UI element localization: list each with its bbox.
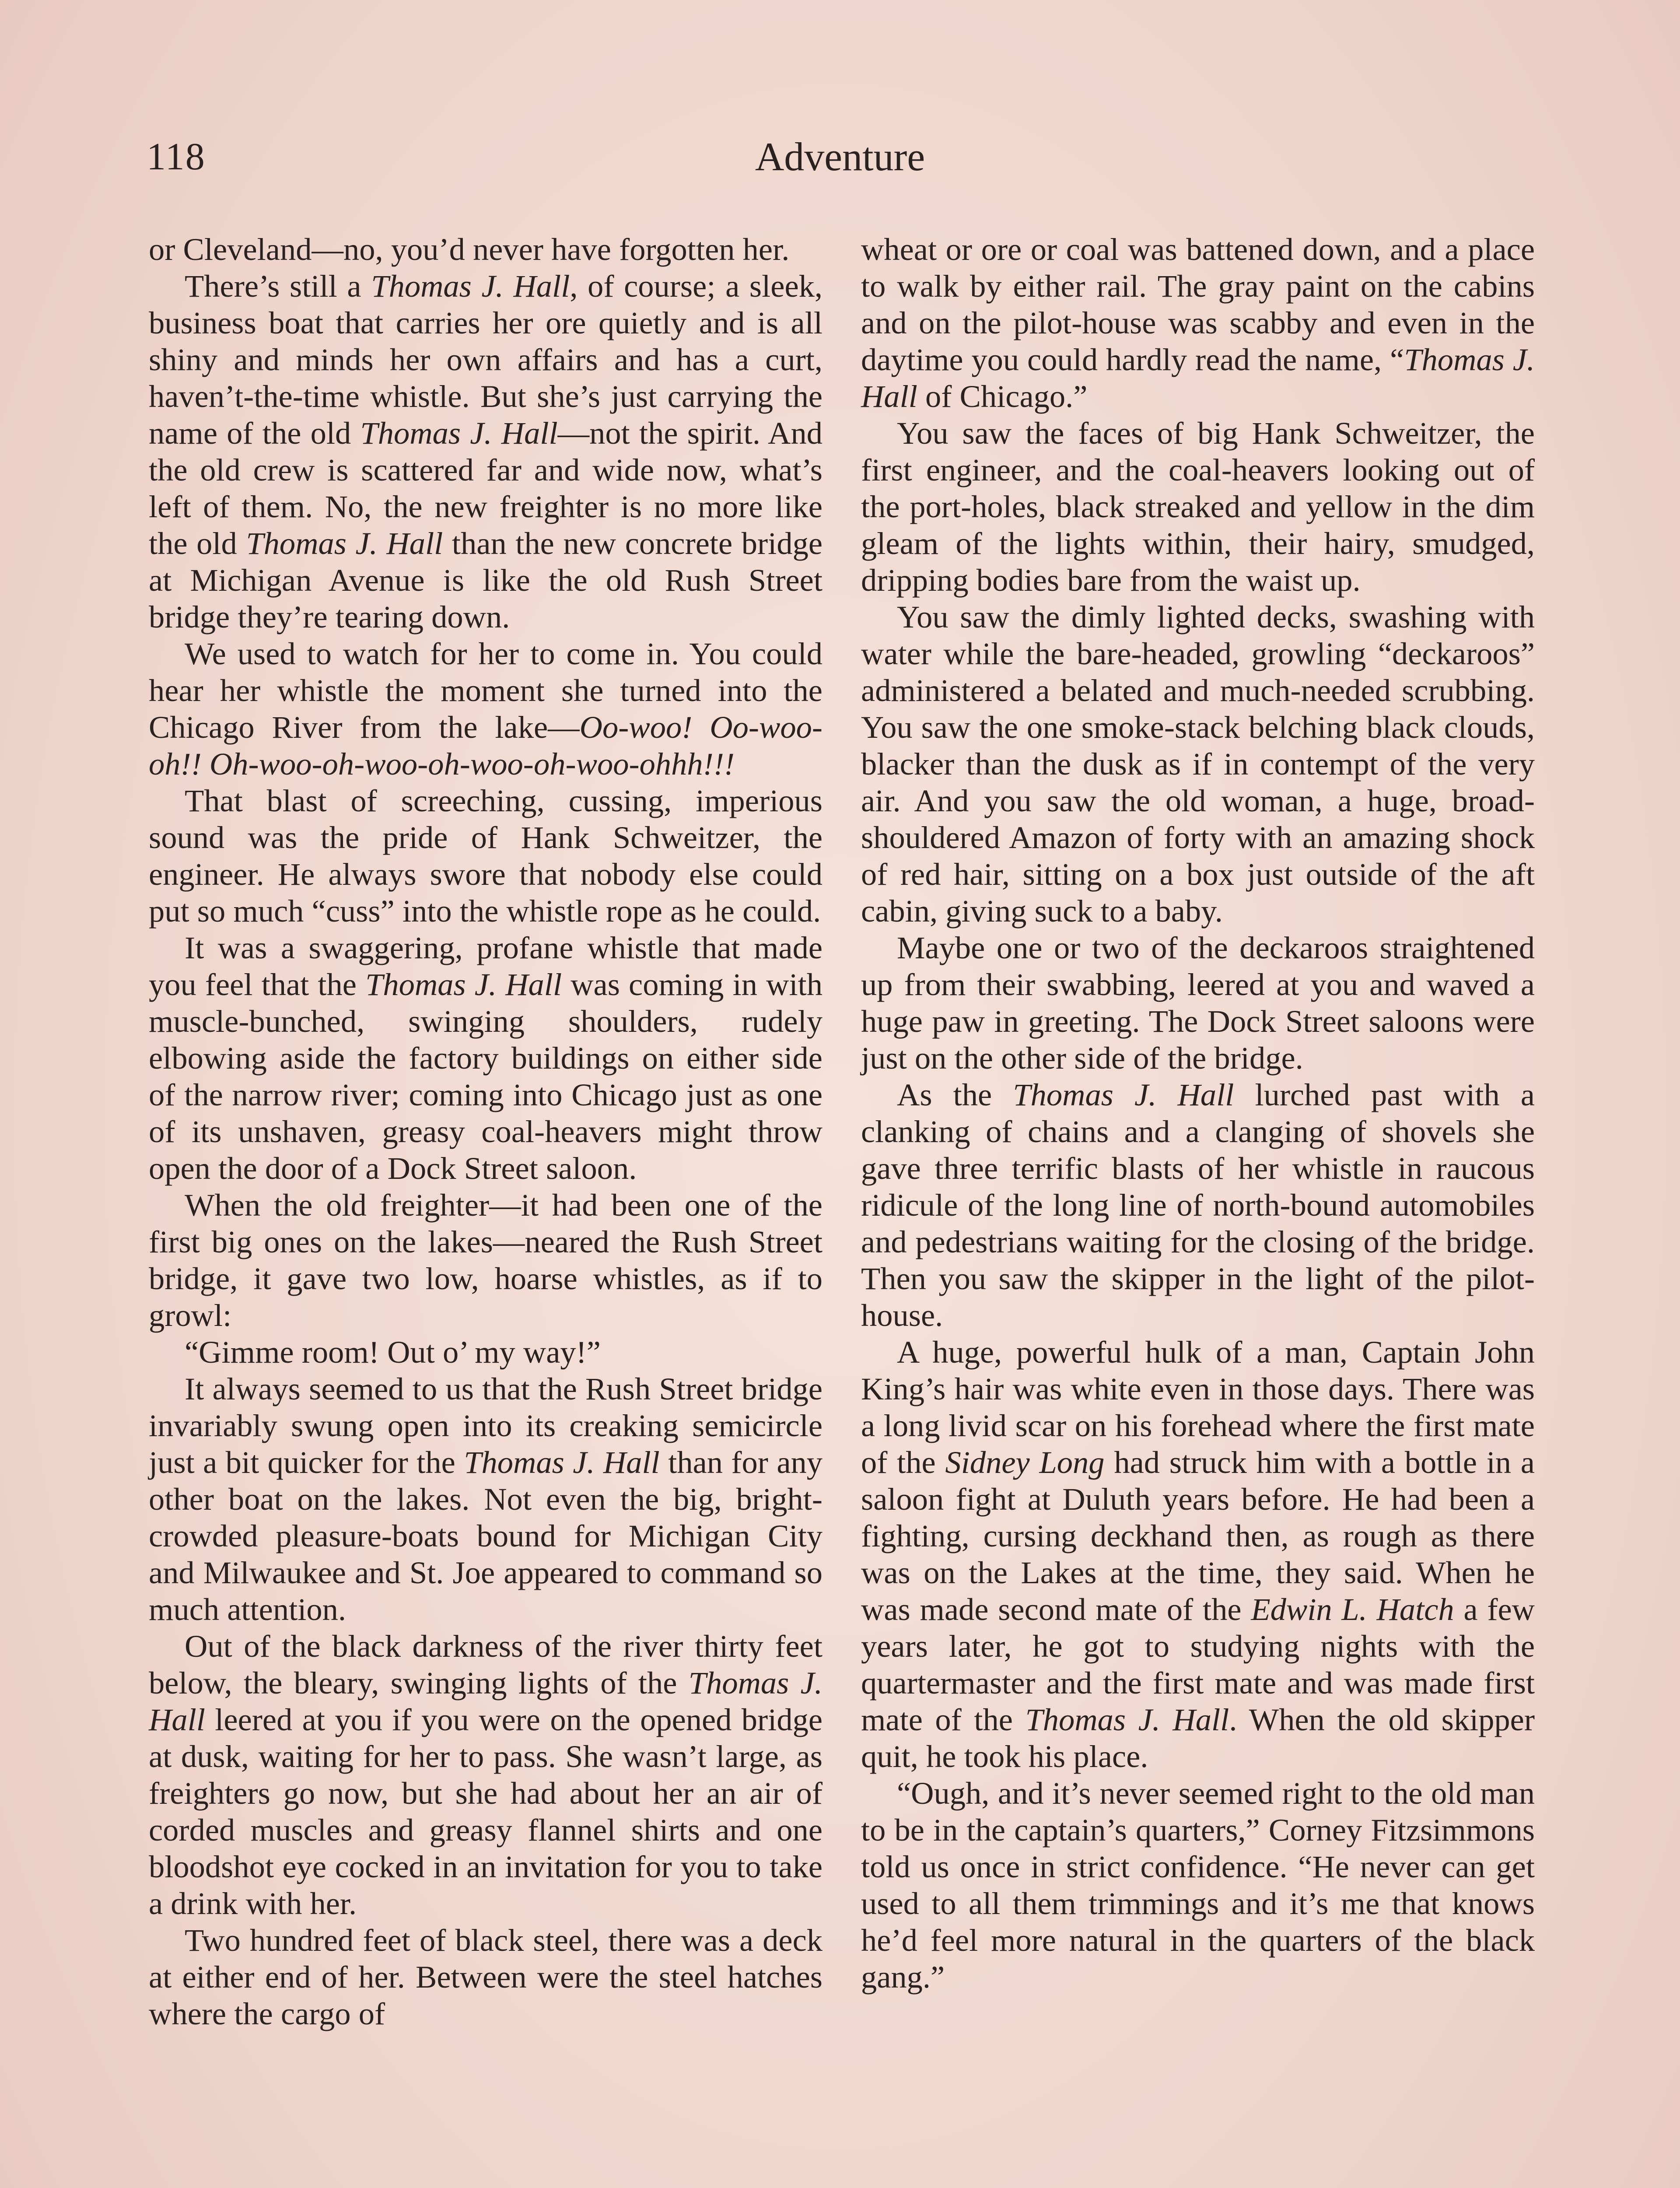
paragraph: A huge, powerful hulk of a man, Captain John King’s hair was white even in those days. There was a long livid scar on his forehead where the first mate of the Sidney Long had struck him with a bottle in a saloon fight at Duluth years before. He had been a fighting, cursing deckhand then, as rough as there was on the Lakes at the time, they said. When he was made second mate of the Edwin L. Hatch a few years later, he got to studying nights with the quartermaster and the first mate and was made first mate of the Thomas J. Hall. When the old skipper quit, he took his place. <box>861 1334 1535 1774</box>
paragraph: or Cleveland—no, you’d never have forgotten her. <box>149 231 790 267</box>
paragraph: It was a swaggering, profane whistle that made you feel that the Thomas J. Hall was coming in with muscle-bunched, swinging shoulders, rudely elbowing aside the factory buildings on either side of the narrow river; coming into Chicago just as one of its unshaven, greasy coal-heavers might throw open the door of a Dock Street saloon. <box>149 930 822 1186</box>
paragraph: You saw the faces of big Hank Schweitzer, the first engineer, and the coal-heavers looking out of the port-holes, black streaked and yellow in the dim gleam of the lights within, their hairy, smudged, dripping bodies bare from the waist up. <box>861 415 1535 598</box>
paragraph: wheat or ore or coal was battened down, and a place to walk by either rail. The gray paint on the cabins and on the pilot-house was scabby and even in the daytime you could hardly read the name, “Thomas J. Hall of Chicago.” <box>861 231 1535 414</box>
paragraph: You saw the dimly lighted decks, swashing with water while the bare-headed, growling “deckaroos” administered a belated and much-needed scrubbing. You saw the one smoke-stack belching black clouds, blacker than the dusk as if in contempt of the very air. And you saw the old woman, a huge, broad-shouldered Amazon of forty with an amazing shock of red hair, sitting on a box just outside of the aft cabin, giving suck to a baby. <box>861 599 1535 929</box>
running-title: Adventure <box>755 134 925 179</box>
paragraph: There’s still a Thomas J. Hall, of course; a sleek, business boat that carries her ore quietly and is all shiny and minds her own affairs and has a curt, haven’t-the-time whistle. But she’s just carrying the name of the old Thomas J. Hall—not the spirit. And the old crew is scattered far and wide now, what’s left of them. No, the new freighter is no more like the old Thomas J. Hall than the new concrete bridge at Michigan Avenue is like the old Rush Street bridge they’re tearing down. <box>149 268 823 635</box>
paragraph: Maybe one or two of the deckaroos straightened up from their swabbing, leered at you and waved a huge paw in greeting. The Dock Street saloons were just on the other side of the bridge. <box>861 930 1535 1076</box>
paragraph: Out of the black darkness of the river thirty feet below, the bleary, swinging lights of the Thomas J. Hall leered at you if you were on the opened bridge at dusk, waiting for her to pass. She wasn’t large, as freighters go now, but she had about her an air of corded muscles and greasy flannel shirts and one bloodshot eye cocked in an invitation for you to take a drink with her. <box>149 1628 822 1921</box>
page-number: 118 <box>147 136 206 178</box>
right-column <box>861 231 1535 1995</box>
paragraph: Two hundred feet of black steel, there was a deck at either end of her. Between were the steel hatches where the cargo of <box>149 1922 822 2031</box>
paragraph: As the Thomas J. Hall lurched past with a clanking of chains and a clanging of shovels she gave three terrific blasts of her whistle in raucous ridicule of the long line of north-bound automobiles and pedestrians waiting for the closing of the bridge. Then you saw the skipper in the light of the pilot-house. <box>861 1077 1535 1333</box>
paragraph: When the old freighter—it had been one of the first big ones on the lakes—neared the Rush Street bridge, it gave two low, hoarse whistles, as if to growl: <box>149 1187 822 1333</box>
paragraph: “Gimme room! Out o’ my way!” <box>185 1334 601 1370</box>
paragraph: That blast of screeching, cussing, imperious sound was the pride of Hank Schweitzer, the engineer. He always swore that nobody else could put so much “cuss” into the whistle rope as he could. <box>149 783 822 929</box>
left-column <box>149 231 822 2032</box>
paragraph: “Ough, and it’s never seemed right to the old man to be in the captain’s quarters,” Corney Fitzsimmons told us once in strict confidence. “He never can get used to all them trimmings and it’s me that knows he’d feel more natural in the quarters of the black gang.” <box>861 1775 1535 1995</box>
paragraph: We used to watch for her to come in. You could hear her whistle the moment she turned into the Chicago River from the lake—Oo-woo! Oo-woo-oh!! Oh-woo-oh-woo-oh-woo-oh-woo-ohhh!!! <box>149 636 822 782</box>
paragraph: It always seemed to us that the Rush Street bridge invariably swung open into its creaking semicircle just a bit quicker for the Thomas J. Hall than for any other boat on the lakes. Not even the big, bright-crowded pleasure-boats bound for Michigan City and Milwaukee and St. Joe appeared to command so much attention. <box>149 1371 822 1627</box>
